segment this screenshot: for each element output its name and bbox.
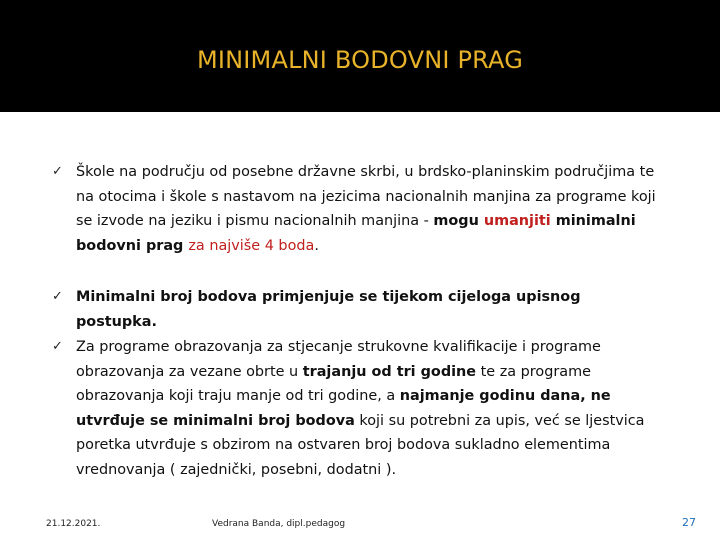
- checkmark-icon: ✓: [52, 164, 63, 179]
- text-run-bold: najmanje godinu dana, ne utvrđuje se minimalni broj bodova: [76, 388, 611, 429]
- bullet-text: [76, 160, 662, 258]
- text-run: te za programe obrazovanja koji traju manje od tri godine, a: [76, 363, 591, 405]
- footer-author: Vedrana Banda, dipl.pedagog: [212, 519, 346, 529]
- footer-date: 21.12.2021.: [46, 519, 101, 529]
- text-run: koji su potrebni za upis, već se ljestvica poretka utvrđuje s obzirom na ostvaren broj bodova sukladno elementima vrednovanja ( zajednički, posebni, dodatni ).: [76, 412, 645, 478]
- text-run-bold: mogu: [433, 213, 484, 230]
- text-run-highlight: umanjiti: [483, 213, 551, 230]
- bullet-vocational-programs: [52, 335, 662, 483]
- bullet-text: [76, 335, 662, 483]
- title-bar: [0, 0, 720, 112]
- text-run: .: [314, 237, 319, 254]
- text-run-bold: trajanju od tri godine: [302, 363, 477, 380]
- bullet-special-schools: [52, 160, 662, 258]
- checkmark-icon: ✓: [52, 339, 63, 354]
- bullet-text: Minimalni broj bodova primjenjuje se tijekom cijeloga upisnog postupka.: [76, 289, 581, 330]
- text-run-bold: minimalni bodovni prag: [76, 213, 636, 254]
- slide-title: MINIMALNI BODOVNI PRAG: [196, 46, 524, 74]
- page-number: 27: [682, 516, 696, 529]
- checkmark-icon: ✓: [52, 289, 63, 304]
- text-run-highlight: za najviše 4 boda: [188, 237, 315, 254]
- text-run: Škole na području od posebne državne skrbi, u brdsko-planinskim područjima te na otocima i škole s nastavom na jezicima nacionalnih manjina za programe koji se izvode na jeziku i pismu nacionalnih manjina -: [76, 164, 656, 230]
- bullet-whole-procedure: [52, 285, 662, 334]
- text-run: Za programe obrazovanja za stjecanje strukovne kvalifikacije i programe obrazovanja za vezane obrte u: [76, 339, 601, 380]
